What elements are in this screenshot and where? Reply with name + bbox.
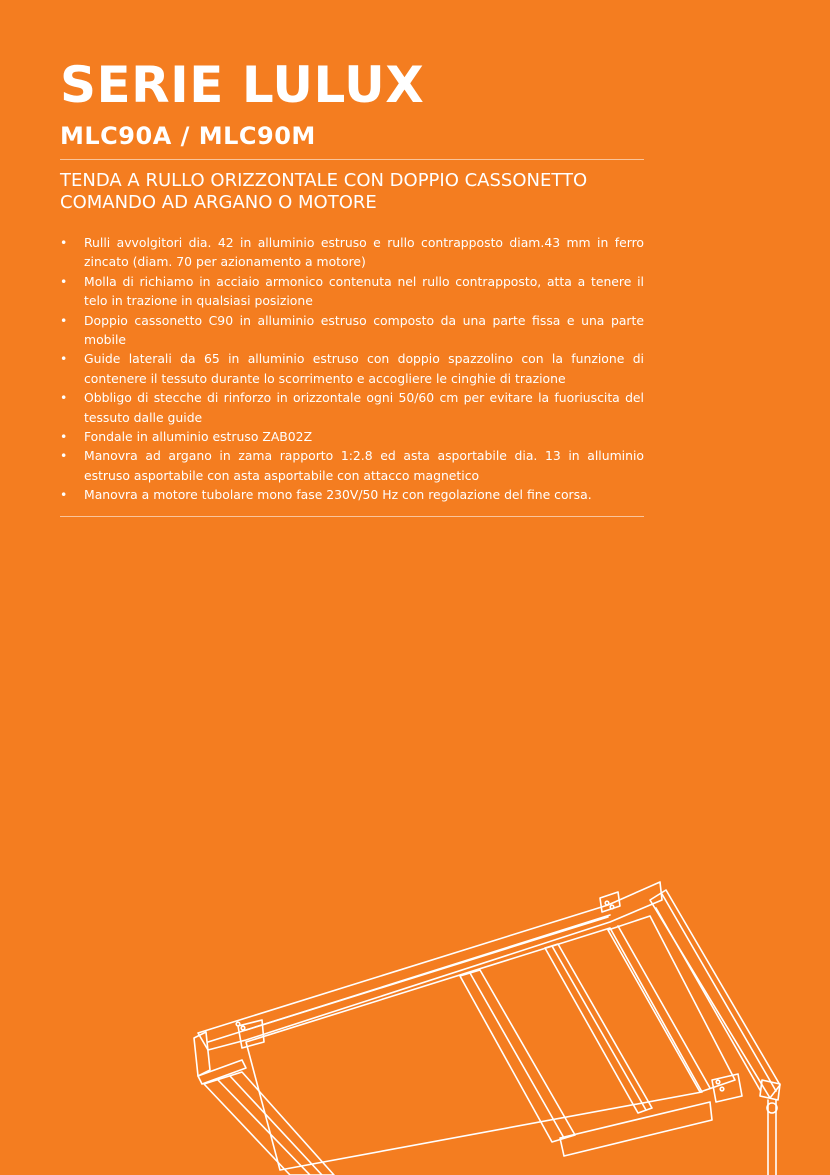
product-heading (60, 170, 660, 214)
feature-item: • Fondale in alluminio estruso ZAB02Z (60, 427, 644, 446)
top-divider (60, 159, 644, 160)
page-title: SERIE LULUX (60, 56, 425, 114)
heading-line-2: COMANDO AD ARGANO O MOTORE (60, 192, 377, 213)
feature-item: • Obbligo di stecche di rinforzo in orizzontale ogni 50/60 cm per evitare la fuoriuscita del tessuto dalle guide (60, 388, 644, 427)
model-codes: MLC90A / MLC90M (60, 122, 316, 150)
roller-blind-illustration (190, 870, 830, 1175)
roller-blind-line-drawing-icon (190, 870, 830, 1175)
feature-item: • Guide laterali da 65 in alluminio estruso con doppio spazzolino con la funzione di contenere il tessuto durante lo scorrimento e accogliere le cinghie di trazione (60, 349, 644, 388)
heading-line-1: TENDA A RULLO ORIZZONTALE CON DOPPIO CASSONETTO (60, 170, 588, 191)
feature-item: • Manovra ad argano in zama rapporto 1:2.8 ed asta asportabile dia. 13 in alluminio estruso asportabile con asta asportabile con attacco magnetico (60, 446, 644, 485)
bottom-divider (60, 516, 644, 517)
feature-item: • Manovra a motore tubolare mono fase 230V/50 Hz con regolazione del fine corsa. (60, 485, 644, 504)
feature-item: • Doppio cassonetto C90 in alluminio estruso composto da una parte fissa e una parte mobile (60, 311, 644, 350)
feature-list (60, 233, 644, 505)
feature-item: • Molla di richiamo in acciaio armonico contenuta nel rullo contrapposto, atta a tenere il telo in trazione in qualsiasi posizione (60, 272, 644, 311)
feature-item: • Rulli avvolgitori dia. 42 in alluminio estruso e rullo contrapposto diam.43 mm in ferro zincato (diam. 70 per azionamento a motore) (60, 233, 644, 272)
